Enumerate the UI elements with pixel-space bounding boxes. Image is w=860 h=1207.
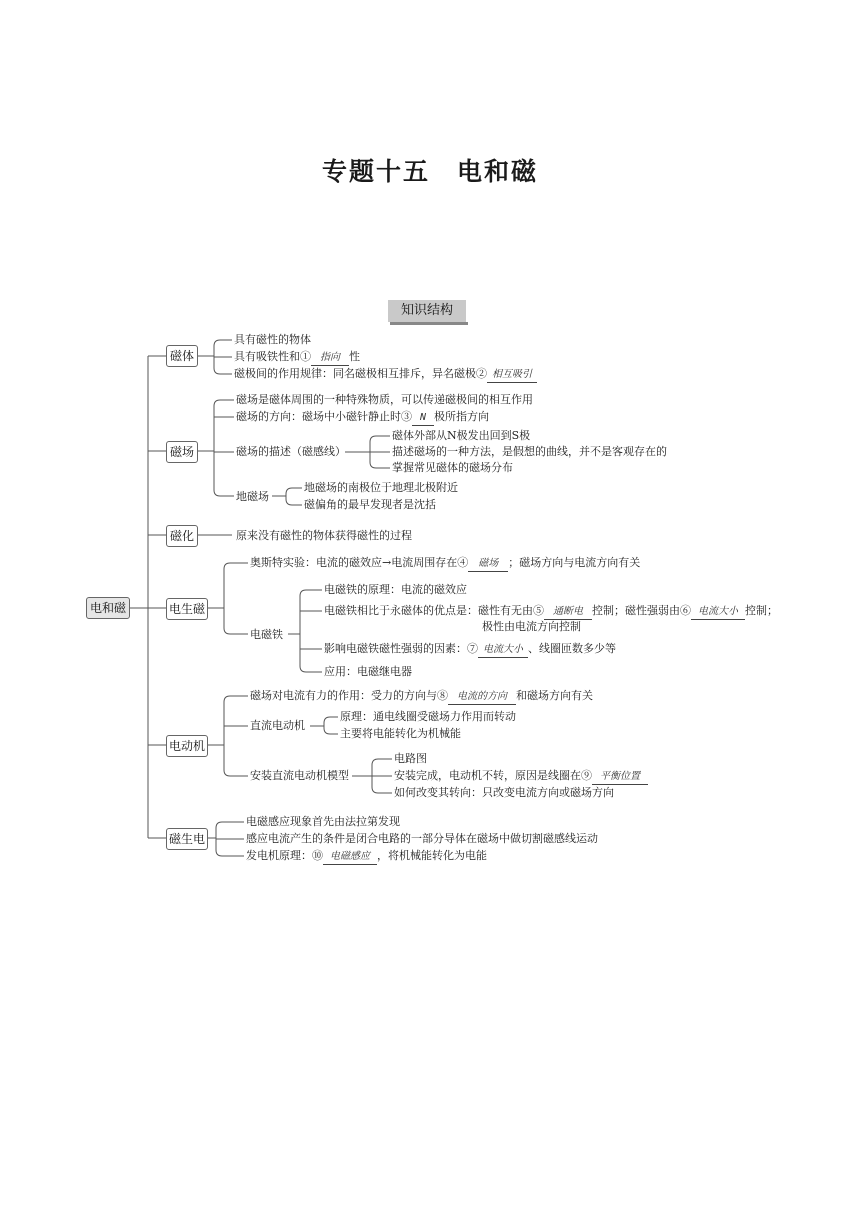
answer-8: 电流的方向 — [448, 690, 516, 705]
cihua-item-1: 原来没有磁性的物体获得磁性的过程 — [236, 529, 412, 542]
cichang-desc-1: 磁体外部从N极发出回到S极 — [392, 429, 531, 442]
cishengdian-item-1: 电磁感应现象首先由法拉第发现 — [246, 815, 400, 828]
branch-dianshengci: 电生磁 — [166, 598, 208, 620]
branch-cichang: 磁场 — [166, 441, 198, 463]
answer-10: 电磁感应 — [323, 850, 377, 865]
cichang-item-2: 磁场的方向：磁场中小磁针静止时③ N 极所指方向 — [236, 410, 489, 426]
citi-item-1: 具有磁性的物体 — [234, 333, 311, 346]
dc-item-1: 原理：通电线圈受磁场力作用而转动 — [340, 710, 516, 723]
em-item-4: 应用：电磁继电器 — [324, 665, 412, 678]
cishengdian-item-3: 发电机原理：⑩ 电磁感应 ，将机械能转化为电能 — [246, 849, 487, 865]
model-item-3: 如何改变其转向：只改变电流方向或磁场方向 — [394, 786, 614, 799]
model-item-2: 安装完成，电动机不转，原因是线圈在⑨ 平衡位置 — [394, 769, 648, 785]
branch-citi: 磁体 — [166, 345, 198, 367]
em-item-3: 影响电磁铁磁性强弱的因素：⑦ 电流大小 、线圈匝数多少等 — [324, 642, 616, 658]
cichang-desc-2: 描述磁场的一种方法，是假想的曲线，并不是客观存在的 — [392, 445, 667, 458]
cichang-item-1: 磁场是磁体周围的一种特殊物质，可以传递磁极间的相互作用 — [236, 393, 533, 406]
branch-diandongji: 电动机 — [166, 735, 208, 757]
citi-item-2: 具有吸铁性和① 指向 性 — [234, 350, 360, 366]
answer-9: 平衡位置 — [592, 770, 648, 785]
answer-3: N — [412, 411, 434, 426]
answer-2: 相互吸引 — [487, 368, 537, 383]
em-item-2-line2: 极性由电流方向控制 — [482, 620, 581, 633]
diandongji-model-label: 安装直流电动机模型 — [250, 769, 349, 782]
answer-1: 指向 — [311, 351, 349, 366]
cichang-geo-1: 地磁场的南极位于地理北极附近 — [304, 481, 458, 494]
root-node: 电和磁 — [86, 597, 130, 619]
dianshengci-oersted: 奥斯特实验：电流的磁效应→电流周围存在④ 磁场 ；磁场方向与电流方向有关 — [250, 556, 640, 572]
em-item-1: 电磁铁的原理：电流的磁效应 — [324, 583, 467, 596]
cichang-geo-label: 地磁场 — [236, 490, 269, 503]
diandongji-force: 磁场对电流有力的作用：受力的方向与⑧ 电流的方向 和磁场方向有关 — [250, 689, 593, 705]
answer-6: 电流大小 — [691, 605, 745, 620]
model-item-1: 电路图 — [394, 752, 427, 765]
branch-cihua: 磁化 — [166, 525, 198, 547]
em-item-2: 电磁铁相比于永磁体的优点是：磁性有无由⑤ 通断电 控制；磁性强弱由⑥ 电流大小 控制； — [324, 604, 778, 620]
dianshengci-em-label: 电磁铁 — [250, 628, 283, 641]
answer-7: 电流大小 — [478, 643, 528, 658]
answer-4: 磁场 — [468, 557, 508, 572]
dc-item-2: 主要将电能转化为机械能 — [340, 727, 461, 740]
answer-5: 通断电 — [544, 605, 592, 620]
diandongji-dc-label: 直流电动机 — [250, 719, 305, 732]
cichang-geo-2: 磁偏角的最早发现者是沈括 — [304, 498, 436, 511]
cichang-desc-3: 掌握常见磁体的磁场分布 — [392, 461, 513, 474]
cichang-desc-label: 磁场的描述（磁感线） — [236, 445, 346, 458]
cishengdian-item-2: 感应电流产生的条件是闭合电路的一部分导体在磁场中做切割磁感线运动 — [246, 832, 598, 845]
page-title: 专题十五 电和磁 — [321, 157, 538, 186]
section-tag: 知识结构 — [388, 300, 466, 322]
branch-cishengdian: 磁生电 — [166, 828, 208, 850]
citi-item-3: 磁极间的作用规律：同名磁极相互排斥，异名磁极② 相互吸引 — [234, 367, 537, 383]
